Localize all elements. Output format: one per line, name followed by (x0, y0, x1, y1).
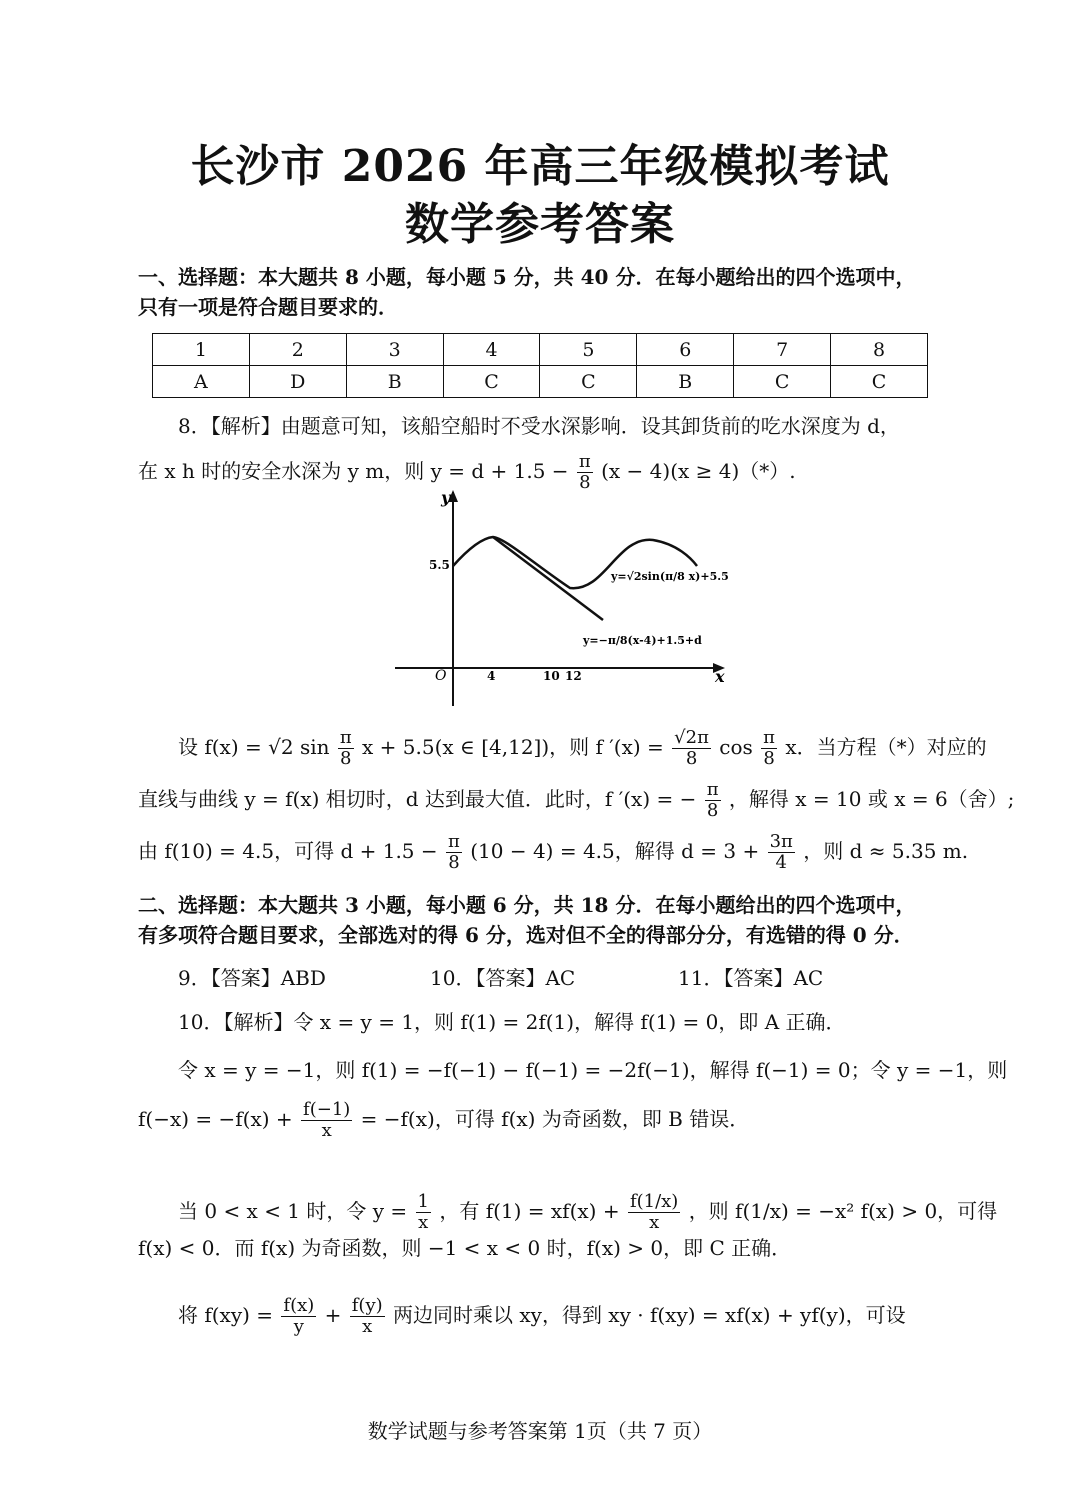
text-run: ，则 d ≈ 5.35 m. (803, 839, 969, 863)
y-axis-label: y (441, 488, 451, 507)
table-cell: C (831, 366, 928, 398)
table-cell: D (249, 366, 346, 398)
q10-para5: f(x) < 0．而 f(x) 为奇函数，则 −1 < x < 0 时，f(x) > 0，即 C 正确． (138, 1236, 792, 1260)
text-run: ，有 f(1) = xf(x) + (439, 1199, 620, 1223)
q8-para5 (138, 832, 968, 873)
answer-table (152, 333, 928, 398)
numerator: π (339, 727, 352, 748)
numerator: π (448, 831, 460, 852)
q10-para2: 令 x = y = −1，则 f(1) = −f(−1) − f(−1) = −2f(−1)，解得 f(−1) = 0；令 y = −1，则 (178, 1058, 1008, 1082)
denominator: 8 (685, 748, 698, 769)
numerator: √2π (674, 727, 709, 748)
q10-para6 (178, 1296, 906, 1337)
table-cell: 2 (249, 334, 346, 366)
section1-heading-line1: 一、选择题：本大题共 8 小题，每小题 5 分，共 40 分．在每小题给出的四个选项中， (138, 265, 916, 289)
numerator: π (706, 779, 719, 800)
table-cell: 8 (831, 334, 928, 366)
table-cell: A (153, 366, 250, 398)
denominator: 4 (775, 852, 787, 873)
answer-table-numbers-row (153, 334, 928, 366)
text-run: ，则 f(1/x) = −x² f(x) > 0，可得 (688, 1199, 998, 1223)
numerator: 1 (417, 1191, 429, 1212)
page-subtitle: 数学参考答案 (405, 199, 675, 250)
q8-para4 (138, 780, 1014, 821)
q10-para1: 10．【解析】令 x = y = 1，则 f(1) = 2f(1)，解得 f(1) = 0，即 A 正确． (178, 1010, 846, 1034)
numerator: 3π (769, 831, 793, 852)
text-run: x．当方程（*）对应的 (785, 735, 987, 759)
numerator: π (578, 451, 591, 472)
table-cell: 7 (734, 334, 831, 366)
fraction (416, 1192, 431, 1233)
graph-figure (385, 488, 735, 708)
origin-label: O (435, 668, 447, 684)
section1-heading (138, 262, 958, 322)
tangent-line (493, 537, 603, 620)
table-cell: C (443, 366, 540, 398)
q10-para3 (138, 1100, 749, 1141)
fraction (301, 1100, 352, 1141)
denominator: x (321, 1120, 332, 1141)
answer-9: 9．【答案】ABD (178, 966, 326, 990)
section2-heading-line1: 二、选择题：本大题共 3 小题，每小题 6 分，共 18 分．在每小题给出的四个选项中， (138, 893, 916, 917)
text-run: 设 f(x) = √2 sin (178, 735, 330, 759)
text-run: 直线与曲线 y = f(x) 相切时，d 达到最大值．此时，f ′(x) = − (138, 787, 697, 811)
text-run: x + 5.5(x ∈ [4,12])，则 f ′(x) = (362, 735, 664, 759)
fraction (350, 1296, 385, 1337)
x-tick-label: 10 (543, 669, 560, 683)
fraction (705, 780, 721, 821)
text-run: 在 x h 时的安全水深为 y m，则 y = d + 1.5 − (138, 459, 569, 483)
answer-table-answers-row (153, 366, 928, 398)
table-cell: 4 (443, 334, 540, 366)
line-label: y=−π/8(x-4)+1.5+d (583, 634, 702, 647)
text-run: (x − 4)(x ≥ 4)（*）. (601, 459, 796, 483)
answer-11: 11．【答案】AC (678, 966, 824, 990)
q10-para4 (178, 1192, 997, 1233)
section1-heading-line2: 只有一项是符合题目要求的． (138, 295, 398, 319)
table-cell: 3 (346, 334, 443, 366)
table-cell: B (637, 366, 734, 398)
denominator: x (649, 1212, 660, 1233)
text-run: 当 0 < x < 1 时，令 y = (178, 1199, 408, 1223)
table-cell: C (734, 366, 831, 398)
text-run: f(−x) = −f(x) + (138, 1107, 293, 1131)
x-axis-label: x (715, 667, 725, 686)
section2-heading-line2: 有多项符合题目要求，全部选对的得 6 分，选对但不全的得部分分，有选错的得 0 分． (138, 923, 914, 947)
denominator: 8 (448, 852, 460, 873)
x-tick-label: 4 (487, 669, 496, 683)
numerator: π (763, 727, 776, 748)
numerator: f(−1) (303, 1099, 351, 1120)
text-run: (10 − 4) = 4.5，解得 d = 3 + (470, 839, 760, 863)
table-cell: C (540, 366, 637, 398)
fraction (281, 1296, 316, 1337)
fraction (577, 452, 593, 493)
fraction (446, 832, 462, 873)
table-cell: 1 (153, 334, 250, 366)
table-cell: 6 (637, 334, 734, 366)
text-run: 由 f(10) = 4.5，可得 d + 1.5 − (138, 839, 438, 863)
fraction (768, 832, 795, 873)
denominator: 8 (340, 748, 352, 769)
numerator: f(x) (283, 1295, 315, 1316)
denominator: x (418, 1212, 429, 1233)
denominator: 8 (706, 800, 719, 821)
numerator: f(y) (351, 1295, 383, 1316)
fraction (761, 728, 777, 769)
q8-para3 (178, 728, 987, 769)
answer-10: 10．【答案】AC (430, 966, 576, 990)
q8-para1: 8．【解析】由题意可知，该船空船时不受水深影响．设其卸货前的吃水深度为 d， (178, 414, 900, 438)
table-cell: 5 (540, 334, 637, 366)
denominator: 8 (579, 472, 591, 493)
text-run: = −f(x)，可得 f(x) 为奇函数，即 B 错误． (360, 1107, 750, 1131)
numerator: f(1/x) (629, 1191, 679, 1212)
page-footer: 数学试题与参考答案第 1页（共 7 页） (367, 1419, 713, 1443)
fraction (338, 728, 354, 769)
text-run: cos (719, 735, 753, 759)
text-run: + (324, 1303, 342, 1327)
q8-para2 (138, 452, 796, 493)
page-title: 长沙市 2026 年高三年级模拟考试 (190, 141, 890, 192)
table-cell: B (346, 366, 443, 398)
text-run: 将 f(xy) = (178, 1303, 274, 1327)
fraction (672, 728, 711, 769)
text-run: ，解得 x = 10 或 x = 6（舍）; (728, 787, 1015, 811)
x-tick-label: 12 (565, 669, 582, 683)
curve-label: y=√2sin(π/8 x)+5.5 (611, 570, 729, 583)
section2-heading (138, 890, 958, 950)
denominator: y (293, 1316, 304, 1337)
fraction (628, 1192, 680, 1233)
denominator: 8 (763, 748, 775, 769)
text-run: 两边同时乘以 xy，得到 xy · f(xy) = xf(x) + yf(y)，可设 (393, 1303, 906, 1327)
y-tick-label: 5.5 (429, 558, 450, 572)
denominator: x (362, 1316, 373, 1337)
